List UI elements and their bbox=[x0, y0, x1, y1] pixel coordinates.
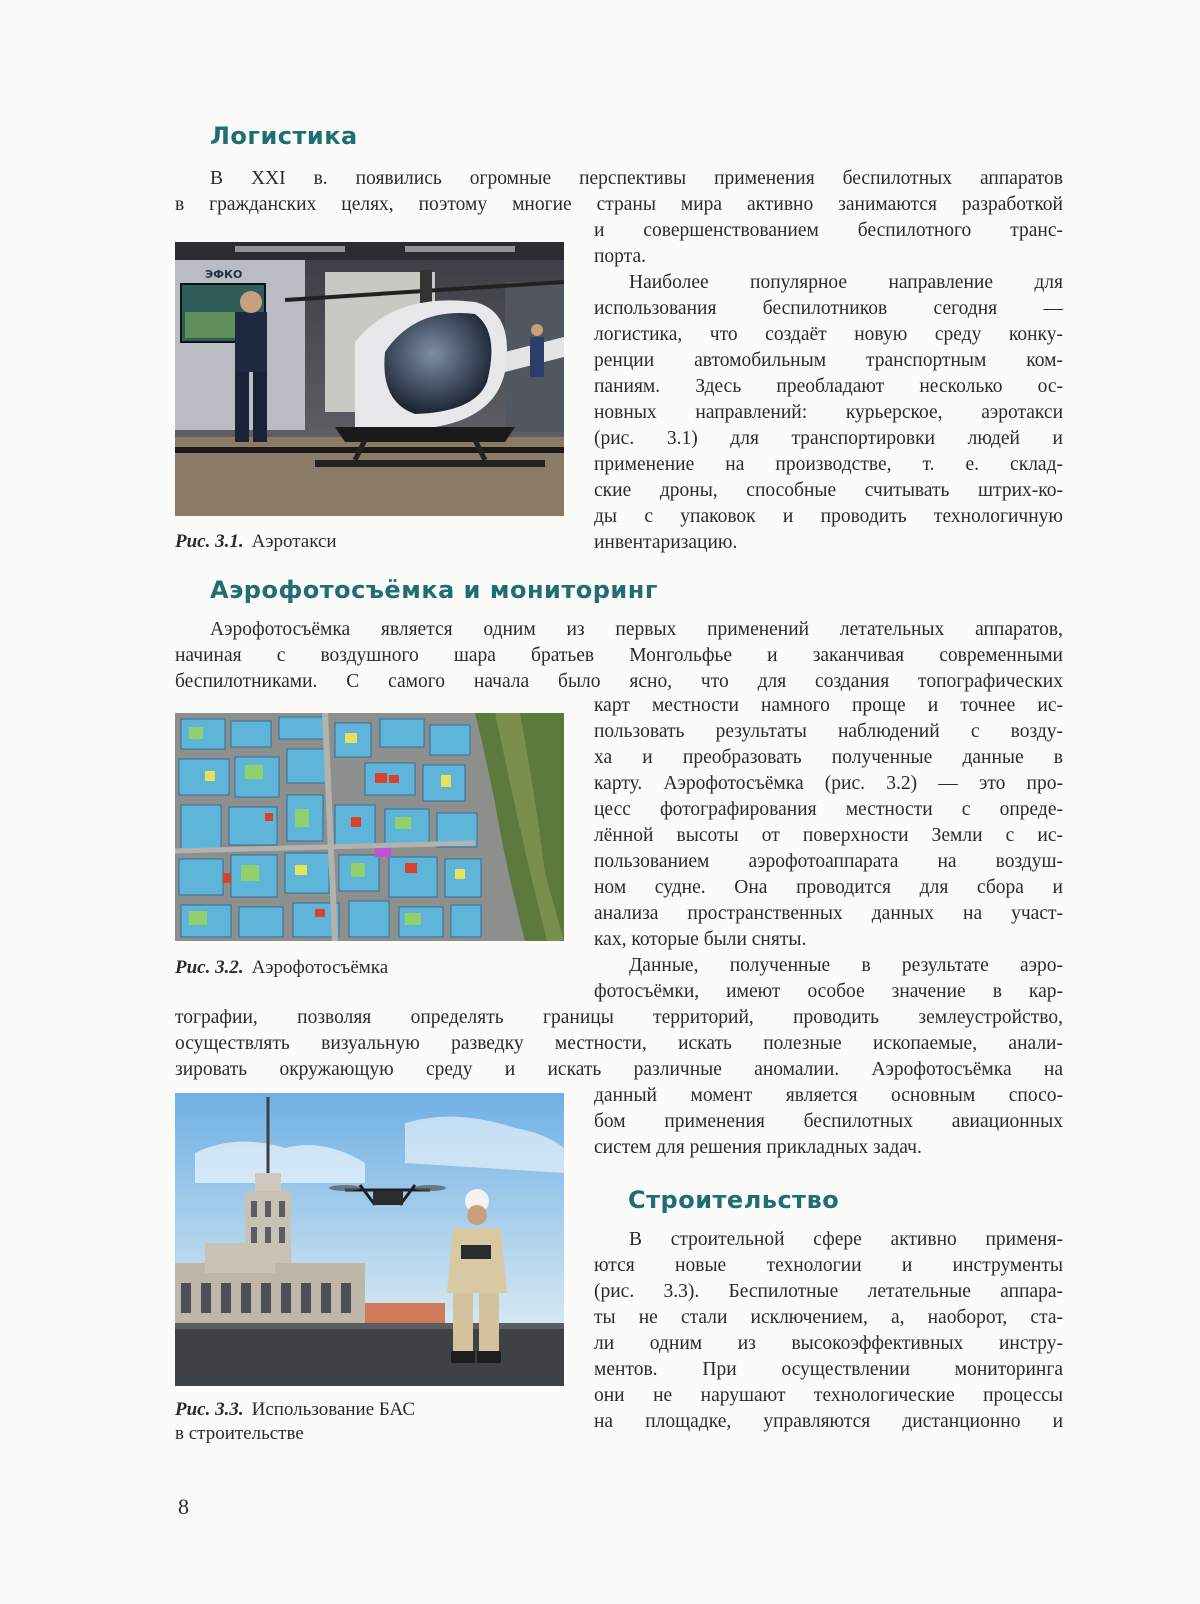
text-line: В строительной сфере активно применя- bbox=[629, 1229, 1063, 1250]
text-line: начиная с воздушного шара братьев Монгольфье и заканчивая современными bbox=[175, 645, 1063, 666]
text-line: тографии, позволяя определять границы территорий, проводить землеустройство, bbox=[175, 1007, 1063, 1028]
heading-logistics: Логистика bbox=[210, 122, 358, 150]
construction-drone-photo bbox=[175, 1093, 564, 1386]
heading-construction: Строительство bbox=[628, 1186, 840, 1214]
text-line: зировать окружающую среду и искать различные аномалии. Аэрофотосъёмка на bbox=[175, 1059, 1063, 1080]
text-line: применение на производстве, т. е. склад- bbox=[594, 454, 1063, 475]
figure-caption-text: Аэрофотосъёмка bbox=[251, 957, 389, 978]
figure-label: Рис. 3.3. bbox=[175, 1399, 244, 1420]
text-line: Наиболее популярное направление для bbox=[629, 272, 1063, 293]
text-line: беспилотниками. С самого начала было ясно, что для создания топографических bbox=[175, 671, 1063, 692]
text-line: (рис. 3.1) для транспортировки людей и bbox=[594, 428, 1063, 449]
figure-caption-text: в строительстве bbox=[175, 1423, 304, 1444]
paragraph-aerial-full bbox=[175, 1005, 1063, 1083]
paragraph-logistics-intro-full bbox=[175, 166, 1063, 218]
figure-label: Рис. 3.2. bbox=[175, 957, 244, 978]
text-line: они не нарушают технологические процессы bbox=[594, 1385, 1063, 1406]
text-line: осуществлять визуальную разведку местности, искать полезные ископаемые, анали- bbox=[175, 1033, 1063, 1054]
text-line: бом применения беспилотных авиационных bbox=[594, 1111, 1063, 1132]
text-line: карт местности намного проще и точнее ис- bbox=[594, 695, 1063, 716]
text-line: систем для решения прикладных задач. bbox=[594, 1137, 922, 1158]
figure-label: Рис. 3.1. bbox=[175, 531, 244, 552]
figure-caption-text: Использование БАС bbox=[251, 1399, 416, 1420]
text-line: ном судне. Она проводится для сбора и bbox=[594, 877, 1063, 898]
text-line: пользовать результаты наблюдений с возду- bbox=[594, 721, 1063, 742]
text-line: и совершенствованием беспилотного транс- bbox=[594, 220, 1063, 241]
page-number: 8 bbox=[178, 1494, 189, 1519]
air-taxi-photo bbox=[175, 242, 564, 516]
text-line: ха и преобразовать полученные данные в bbox=[594, 747, 1063, 768]
text-line: ли одним из высокоэффективных инстру- bbox=[594, 1333, 1063, 1354]
text-line: ренции автомобильным транспортным ком- bbox=[594, 350, 1063, 371]
text-line: порта. bbox=[594, 246, 646, 267]
figure-caption-3-2 bbox=[175, 956, 388, 980]
text-line: фотосъёмки, имеют особое значение в кар- bbox=[594, 981, 1063, 1002]
text-line: лённой высоты от поверхности Земли с ис- bbox=[594, 825, 1063, 846]
text-line: ды с упаковок и проводить технологичную bbox=[594, 506, 1063, 527]
text-line: (рис. 3.3). Беспилотные летательные аппара- bbox=[594, 1281, 1063, 1302]
paragraph-aerial-wrap bbox=[594, 693, 1063, 1005]
text-line: данный момент является основным спосо- bbox=[594, 1085, 1063, 1106]
text-line: на площадке, управляются дистанционно и bbox=[594, 1411, 1063, 1432]
text-line: в гражданских целях, поэтому многие страны мира активно занимаются разработкой bbox=[175, 194, 1063, 215]
paragraph-construction bbox=[594, 1227, 1063, 1435]
text-line: ются новые технологии и инструменты bbox=[594, 1255, 1063, 1276]
figure-caption-3-3 bbox=[175, 1398, 415, 1446]
text-line: ментов. При осуществлении мониторинга bbox=[594, 1359, 1063, 1380]
text-line: ские дроны, способные считывать штрих-ко- bbox=[594, 480, 1063, 501]
text-line: пользованием аэрофотоаппарата на воздуш- bbox=[594, 851, 1063, 872]
text-line: цесс фотографирования местности с опреде- bbox=[594, 799, 1063, 820]
aerial-map-image bbox=[175, 713, 564, 941]
paragraph-aerial-end bbox=[594, 1083, 1063, 1161]
text-line: инвентаризацию. bbox=[594, 532, 738, 553]
text-line: Данные, полученные в результате аэро- bbox=[629, 955, 1063, 976]
text-line: паниям. Здесь преобладают несколько ос- bbox=[594, 376, 1063, 397]
text-line: логистика, что создаёт новую среду конку- bbox=[594, 324, 1063, 345]
text-line: карту. Аэрофотосъёмка (рис. 3.2) — это про- bbox=[594, 773, 1063, 794]
text-line: использования беспилотников сегодня — bbox=[594, 298, 1063, 319]
text-line: анализа пространственных данных на участ- bbox=[594, 903, 1063, 924]
text-line: В XXI в. появились огромные перспективы применения беспилотных аппаратов bbox=[210, 168, 1063, 189]
paragraph-aerial-intro-full bbox=[175, 617, 1063, 695]
figure-caption-3-1 bbox=[175, 530, 337, 554]
booth-logo: ЭФКО bbox=[205, 268, 243, 281]
paragraph-logistics-wrap bbox=[594, 218, 1063, 556]
heading-aerial-photography: Аэрофотосъёмка и мониторинг bbox=[210, 576, 658, 604]
figure-caption-text: Аэротакси bbox=[251, 531, 337, 552]
text-line: Аэрофотосъёмка является одним из первых применений летательных аппаратов, bbox=[210, 619, 1063, 640]
text-line: ты не стали исключением, а, наоборот, ста- bbox=[594, 1307, 1063, 1328]
text-line: новных направлений: курьерское, аэротакси bbox=[594, 402, 1063, 423]
text-line: ках, которые были сняты. bbox=[594, 929, 807, 950]
